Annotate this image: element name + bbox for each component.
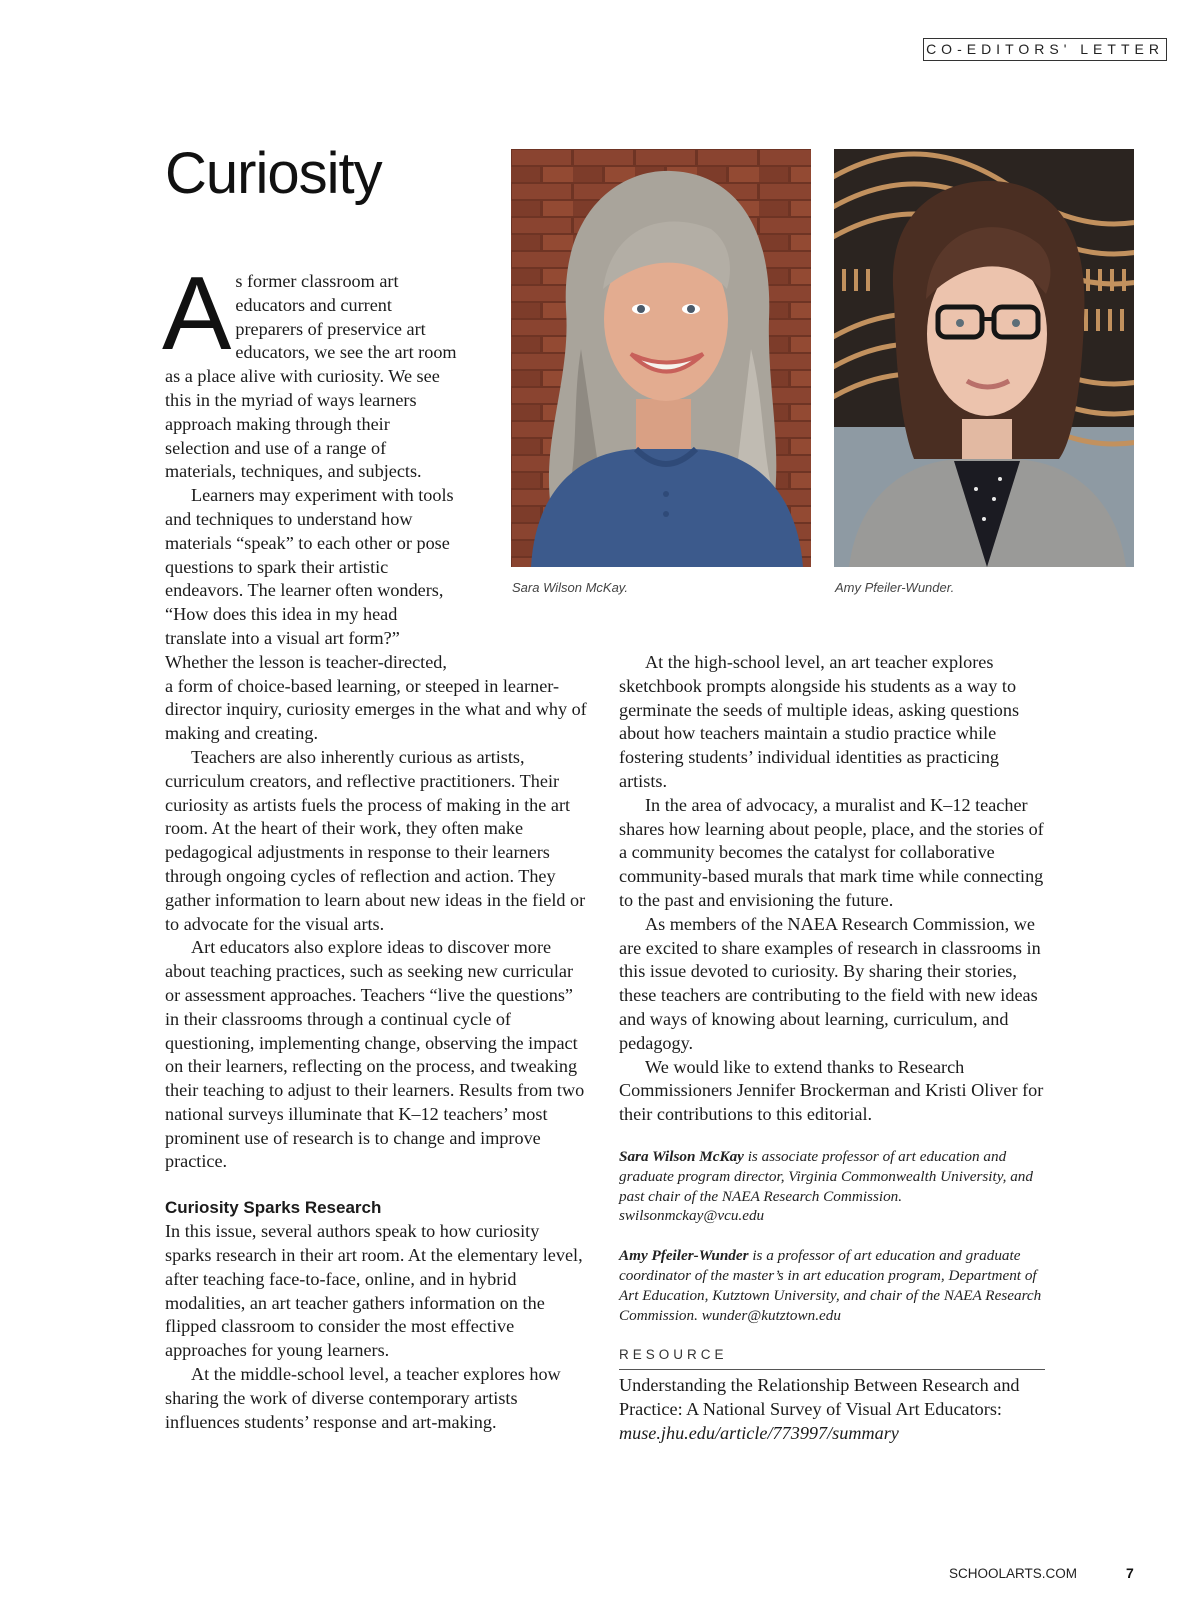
author-bio: Amy Pfeiler-Wunder is a professor of art education and graduate coordinator of the master’s in art education program, Department of Art Education, Kutztown University, and chair of the NAEA Research Commission. wunder@kutztown.edu	[619, 1247, 1042, 1324]
article-column-right	[619, 651, 1045, 1446]
section-tag: CO-EDITORS' LETTER	[923, 38, 1167, 61]
resource-text: Understanding the Relationship Between Research and Practice: A National Survey of Visual Art Educators: muse.jhu.edu/article/773997/summary	[619, 1375, 1020, 1443]
author-bio: Sara Wilson McKay is associate professor of art education and graduate program director, Virginia Commonwealth University, and past chair of the NAEA Research Commission. swilsonmckay@vcu.edu	[619, 1147, 1033, 1225]
section-subheading: Curiosity Sparks Research	[165, 1198, 382, 1218]
paragraph: Learners may experiment with tools and techniques to understand how materials “speak” to each other or pose questions to spark their artistic endeavors. The learner often wonders, “How does this idea in my head translate into a visual art form?” Whether the lesson is teacher-directed, a form of choice-based learning, or steeped in learner-director inquiry, curiosity emerges in the what and why of making and creating.	[165, 485, 587, 744]
resource-label: RESOURCE	[619, 1343, 1045, 1370]
paragraph: We would like to extend thanks to Research Commissioners Jennifer Brockerman and Kristi Oliver for their contributions to this editorial.	[619, 1056, 1044, 1125]
author-name: Sara Wilson McKay	[619, 1147, 744, 1165]
footer-site: SCHOOLARTS.COM	[949, 1566, 1078, 1581]
paragraph: As former classroom art educators and current preparers of preservice art educators, we see the art room as a place alive with curiosity. We see this in the myriad of ways learners approach making through their selection and use of a range of materials, techniques, and subjects.	[162, 256, 457, 482]
paragraph: Art educators also explore ideas to discover more about teaching practices, such as seeking new curricular or assessment approaches. Teachers “live the questions” in their classrooms through a continual cycle of questioning, implementing change, observing the impact on their learners, reflecting on the process, and tweaking their teaching to adjust to their learners. Results from two national surveys illuminate that K–12 teachers’ most prominent use of research is to change and improve practice.	[165, 937, 585, 1172]
paragraph: In this issue, several authors speak to how curiosity sparks research in their art room. At the elementary level, after teaching face-to-face, online, and in hybrid modalities, an art teacher gathers information on the flipped classroom to consider the most effective approaches for young learners.	[165, 1221, 583, 1361]
photo-spacer	[457, 270, 587, 656]
dropcap: A	[162, 256, 232, 372]
paragraph: At the high-school level, an art teacher explores sketchbook prompts alongside his students as a way to germinate the seeds of multiple ideas, asking questions about how teachers maintain a studio practice while fostering students’ individual identities as practicing artists.	[619, 652, 1020, 791]
page-number: 7	[1126, 1565, 1134, 1581]
paragraph: Teachers are also inherently curious as artists, curriculum creators, and reflective practitioners. Their curiosity as artists fuels the process of making in the art room. At the heart of their work, they often make pedagogical adjustments in response to their learners through ongoing cycles of reflection and action. They gather information to learn about new ideas in the field or to advocate for the visual arts.	[165, 746, 586, 934]
portrait-photo-amy	[834, 149, 1134, 567]
paragraph: In the area of advocacy, a muralist and K–12 teacher shares how learning about people, place, and the stories of a community becomes the catalyst for collaborative community-based murals that mark time while connecting to the past and envisioning the future.	[619, 794, 1044, 910]
paragraph: At the middle-school level, a teacher explores how sharing the work of diverse contemporary artists influences students’ response and art-making.	[165, 1364, 561, 1432]
author-name: Amy Pfeiler-Wunder	[619, 1247, 749, 1265]
article-column-left	[162, 256, 587, 1434]
paragraph: As members of the NAEA Research Commission, we are excited to share examples of research in classrooms in this issue devoted to curiosity. By sharing their stories, these teachers are contributing to the field with new ideas and ways of knowing about learning, curriculum, and pedagogy.	[619, 913, 1041, 1053]
photo-caption: Amy Pfeiler-Wunder.	[835, 580, 955, 595]
photo-caption: Sara Wilson McKay.	[512, 580, 628, 595]
resource-link[interactable]: muse.jhu.edu/article/773997/summary	[619, 1422, 899, 1443]
page-title: Curiosity	[165, 141, 382, 206]
